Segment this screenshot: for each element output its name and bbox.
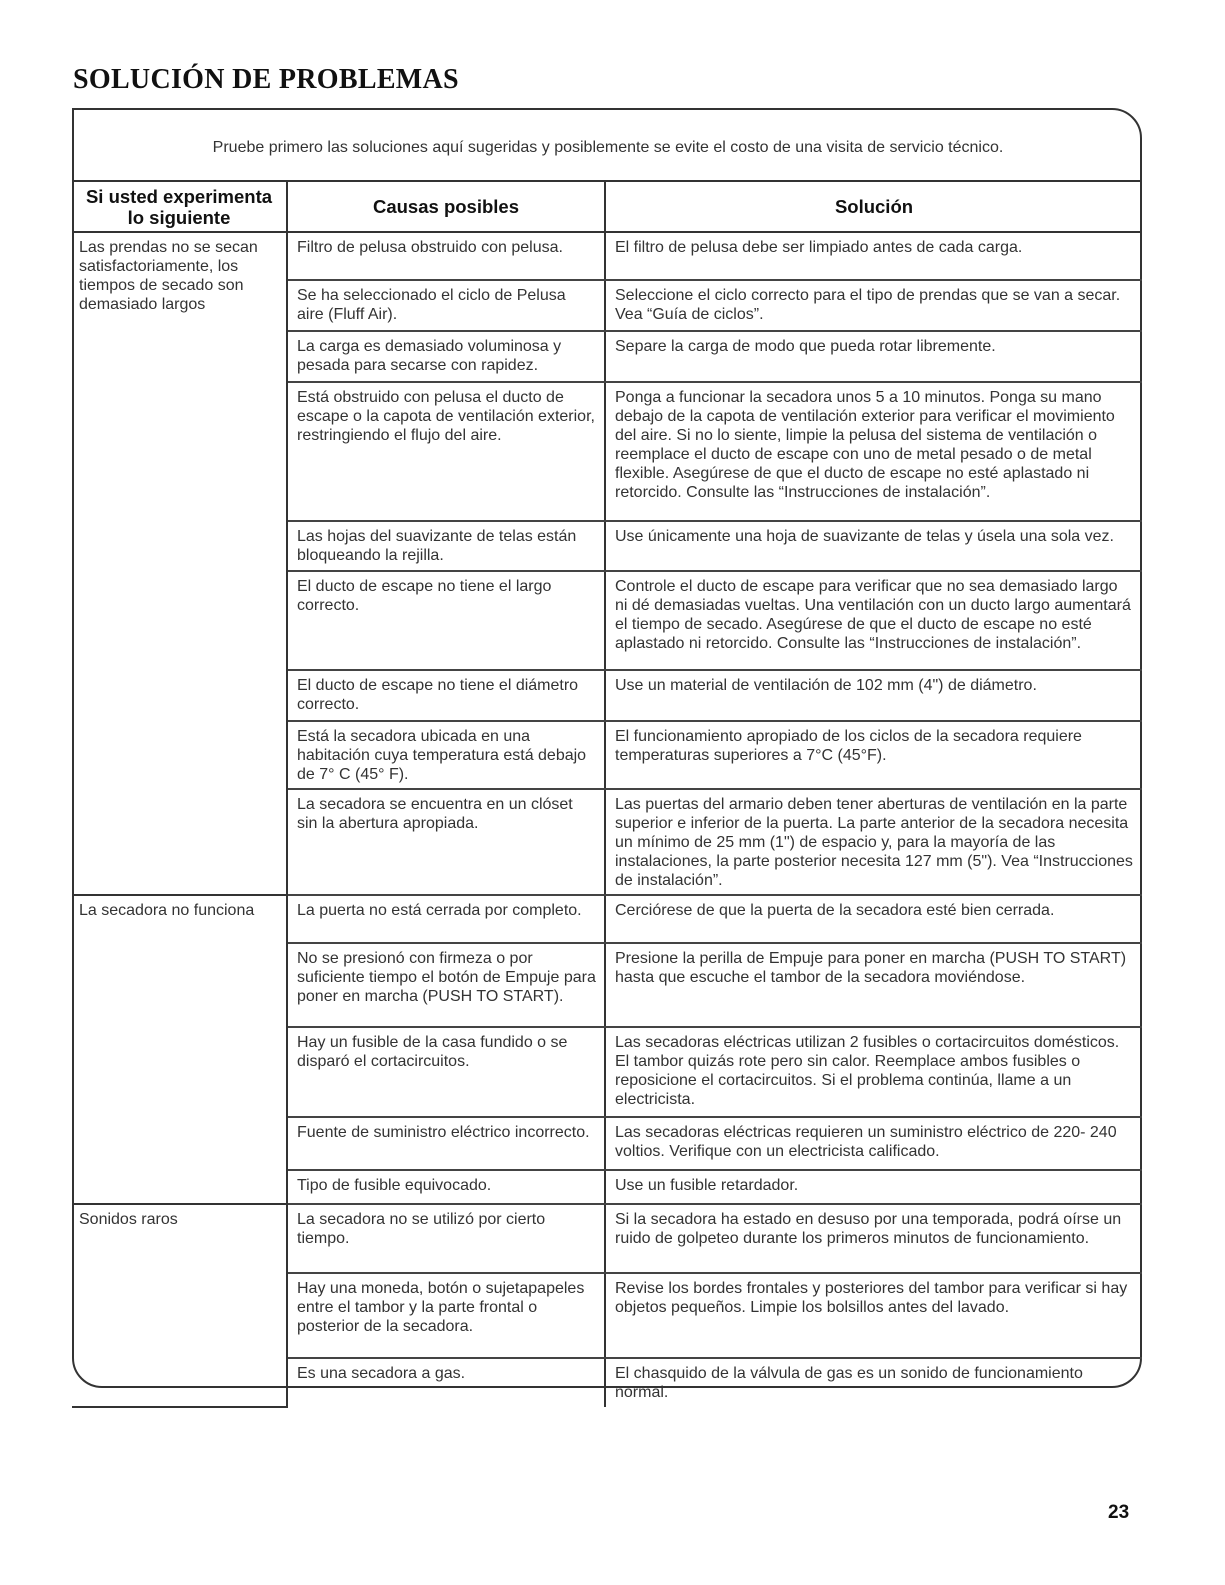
- solution-cell: Cerciórese de que la puerta de la secadora esté bien cerrada.: [605, 895, 1142, 943]
- table-row: [72, 232, 1142, 280]
- header-symptom: Si usted experimenta lo siguiente: [72, 181, 287, 232]
- page-title: SOLUCIÓN DE PROBLEMAS: [73, 64, 459, 95]
- cause-cell: Las hojas del suavizante de telas están bloqueando la rejilla.: [287, 521, 605, 571]
- solution-cell: Las puertas del armario deben tener aberturas de ventilación en la parte superior e inferior de la puerta. La parte anterior de la secadora necesita un mínimo de 25 mm (1") de espacio y, para la mayoría de las instalaciones, la parte posterior necesita 127 mm (5"). Vea “Instrucciones de instalación”.: [605, 789, 1142, 895]
- symptom-cell: La secadora no funciona: [72, 895, 287, 1204]
- cause-cell: Filtro de pelusa obstruido con pelusa.: [287, 232, 605, 280]
- table-header-row: [72, 181, 1142, 232]
- solution-cell: Las secadoras eléctricas utilizan 2 fusibles o cortacircuitos domésticos. El tambor quizás rote pero sin calor. Reemplace ambos fusibles o reposicione el cortacircuitos. Si el problema continúa, llame a un electricista.: [605, 1027, 1142, 1117]
- cause-cell: Es una secadora a gas.: [287, 1358, 605, 1407]
- cause-cell: El ducto de escape no tiene el largo correcto.: [287, 571, 605, 670]
- cause-cell: La puerta no está cerrada por completo.: [287, 895, 605, 943]
- solution-cell: Controle el ducto de escape para verificar que no sea demasiado largo ni dé demasiadas vueltas. Una ventilación con un ducto largo aumentará el tiempo de secado. Asegúrese de que el ducto de escape no esté aplastado ni retorcido. Consulte las “Instrucciones de instalación”.: [605, 571, 1142, 670]
- solution-cell: Presione la perilla de Empuje para poner en marcha (PUSH TO START) hasta que escuche el tambor de la secadora moviéndose.: [605, 943, 1142, 1027]
- cause-cell: Se ha seleccionado el ciclo de Pelusa aire (Fluff Air).: [287, 280, 605, 331]
- cause-cell: El ducto de escape no tiene el diámetro correcto.: [287, 670, 605, 721]
- cause-cell: Está la secadora ubicada en una habitación cuya temperatura está debajo de 7° C (45° F).: [287, 721, 605, 789]
- cause-cell: La secadora no se utilizó por cierto tiempo.: [287, 1204, 605, 1273]
- solution-cell: El filtro de pelusa debe ser limpiado antes de cada carga.: [605, 232, 1142, 280]
- table-row: [72, 1204, 1142, 1273]
- table-row: [72, 895, 1142, 943]
- cause-cell: Hay un fusible de la casa fundido o se disparó el cortacircuitos.: [287, 1027, 605, 1117]
- solution-cell: Revise los bordes frontales y posteriores del tambor para verificar si hay objetos pequeños. Limpie los bolsillos antes del lavado.: [605, 1273, 1142, 1358]
- header-solution: Solución: [605, 181, 1142, 232]
- cause-cell: No se presionó con firmeza o por suficiente tiempo el botón de Empuje para poner en marcha (PUSH TO START).: [287, 943, 605, 1027]
- cause-cell: Tipo de fusible equivocado.: [287, 1170, 605, 1204]
- intro-text: Pruebe primero las soluciones aquí sugeridas y posiblemente se evite el costo de una visita de servicio técnico.: [212, 139, 1004, 156]
- symptom-cell: Las prendas no se secan satisfactoriamente, los tiempos de secado son demasiado largos: [72, 232, 287, 895]
- solution-cell: Seleccione el ciclo correcto para el tipo de prendas que se van a secar. Vea “Guía de ciclos”.: [605, 280, 1142, 331]
- cause-cell: La carga es demasiado voluminosa y pesada para secarse con rapidez.: [287, 331, 605, 382]
- cause-cell: Está obstruido con pelusa el ducto de escape o la capota de ventilación exterior, restringiendo el flujo del aire.: [287, 382, 605, 521]
- solution-cell: Ponga a funcionar la secadora unos 5 a 10 minutos. Ponga su mano debajo de la capota de ventilación exterior para verificar el movimiento del aire. Si no lo siente, limpie la pelusa del sistema de ventilación o reemplace el ducto de escape con uno de metal pesado o de metal flexible. Asegúrese de que el ducto de escape no esté aplastado ni retorcido. Consulte las “Instrucciones de instalación”.: [605, 382, 1142, 521]
- solution-cell: Use un material de ventilación de 102 mm (4") de diámetro.: [605, 670, 1142, 721]
- solution-cell: Las secadoras eléctricas requieren un suministro eléctrico de 220- 240 voltios. Verifique con un electricista calificado.: [605, 1117, 1142, 1170]
- solution-cell: Use únicamente una hoja de suavizante de telas y úsela una sola vez.: [605, 521, 1142, 571]
- solution-cell: Si la secadora ha estado en desuso por una temporada, podrá oírse un ruido de golpeteo durante los primeros minutos de funcionamiento.: [605, 1204, 1142, 1273]
- symptom-cell: Sonidos raros: [72, 1204, 287, 1407]
- solution-cell: El funcionamiento apropiado de los ciclos de la secadora requiere temperaturas superiores a 7°C (45°F).: [605, 721, 1142, 789]
- solution-cell: Separe la carga de modo que pueda rotar libremente.: [605, 331, 1142, 382]
- table-body: [72, 232, 1142, 1407]
- solution-cell: Use un fusible retardador.: [605, 1170, 1142, 1204]
- solution-cell: El chasquido de la válvula de gas es un sonido de funcionamiento normal.: [605, 1358, 1142, 1407]
- cause-cell: Fuente de suministro eléctrico incorrecto.: [287, 1117, 605, 1170]
- troubleshooting-table: [72, 180, 1142, 1408]
- cause-cell: Hay una moneda, botón o sujetapapeles entre el tambor y la parte frontal o posterior de la secadora.: [287, 1273, 605, 1358]
- cause-cell: La secadora se encuentra en un clóset sin la abertura apropiada.: [287, 789, 605, 895]
- page-number: 23: [1108, 1502, 1130, 1523]
- header-causes: Causas posibles: [287, 181, 605, 232]
